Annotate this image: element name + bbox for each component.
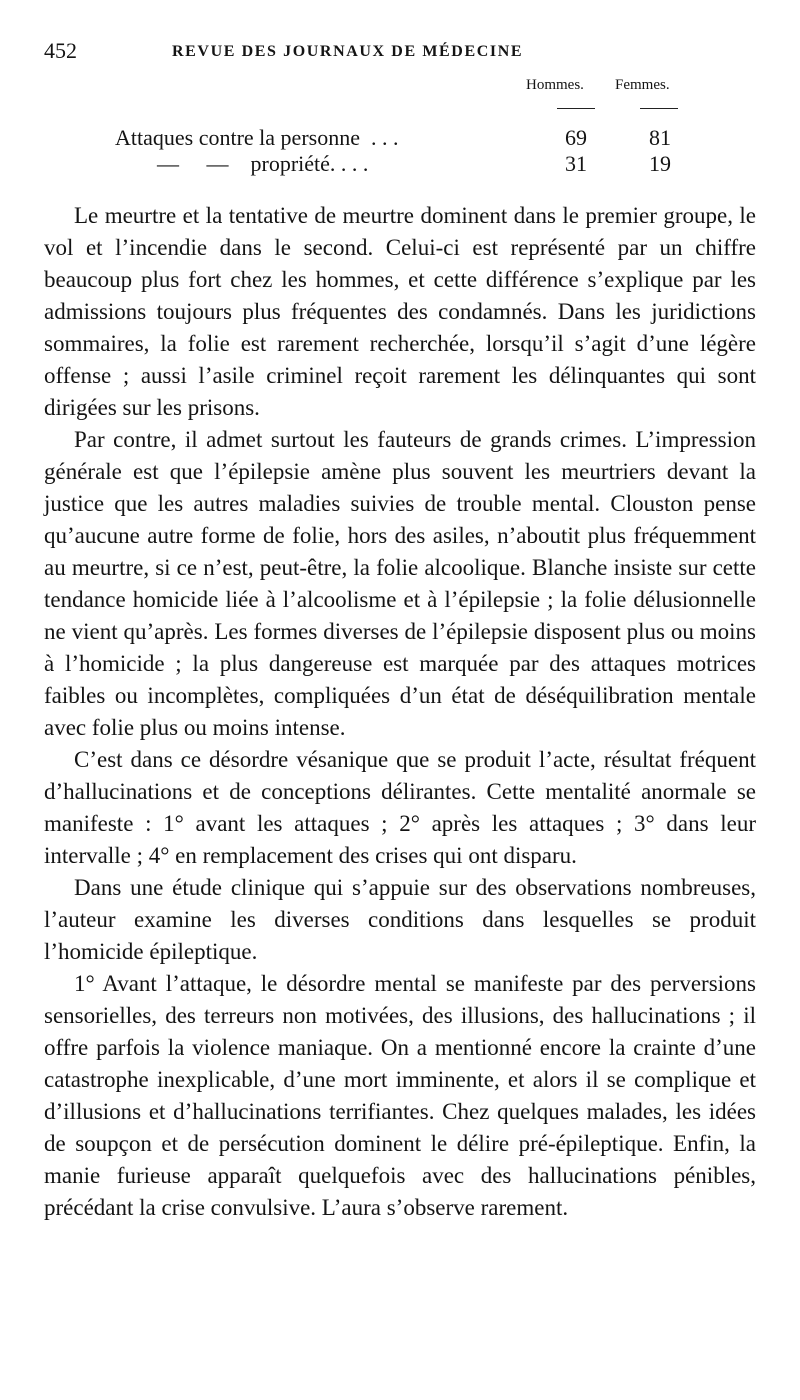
paragraph: Le meurtre et la tentative de meurtre dominent dans le premier groupe, le vol et l’incendie dans le second. Celui-ci est représenté par un chiffre beaucoup plus fort chez les hommes, et cette différence s’explique par les admissions toujours plus fréquentes des condamnés. Dans les juridictions sommaires, la folie est rarement recherchée, lorsqu’il s’agit d’une légère offense ; aussi l’asile criminel reçoit rarement les délinquantes qui sont dirigées sur les prisons. (44, 203, 756, 420)
column-header-women: Femmes. (615, 77, 670, 93)
paragraph: C’est dans ce désordre vésanique que se produit l’acte, résultat fréquent d’hallucinations et de conceptions délirantes. Cette mentalité anormale se manifeste : 1° avant les attaques ; 2° après les attaques ; 3° dans leur intervalle ; 4° en remplacement des crises qui ont disparu. (44, 747, 756, 868)
journal-title: REVUE DES JOURNAUX DE MÉDECINE (172, 43, 524, 60)
body-text (44, 200, 756, 1224)
column-rule-women (640, 108, 678, 109)
running-head (44, 38, 756, 68)
table-row (44, 150, 756, 178)
row-label: — — propriété. . . . (157, 151, 369, 176)
column-rule-men (557, 108, 595, 109)
paragraph: Par contre, il admet surtout les fauteurs de grands crimes. L’impression générale est que l’épilepsie amène plus souvent les meurtriers devant la justice que les autres maladies suivies de trouble mental. Clouston pense qu’aucune autre forme de folie, hors des asiles, n’aboutit plus fréquemment au meurtre, si ce n’est, peut-être, la folie alcoolique. Blanche insiste sur cette tendance homicide liée à l’alcoolisme et à l’épilepsie ; la folie délusionnelle ne vient qu’après. Les formes diverses de l’épilepsie disposent plus ou moins à l’homicide ; la plus dangereuse est marquée par des attaques motrices faibles ou incomplètes, compliquées d’un état de déséquilibration mentale avec folie plus ou moins intense. (44, 427, 756, 740)
value-women: 81 (649, 125, 671, 150)
paragraph: Dans une étude clinique qui s’appuie sur des observations nombreuses, l’auteur examine les diverses conditions dans lesquelles se produit l’homicide épileptique. (44, 875, 756, 964)
column-header-men: Hommes. (526, 77, 584, 93)
table-row (44, 124, 756, 152)
value-women: 19 (649, 151, 671, 176)
value-men: 31 (565, 151, 587, 176)
page-number: 452 (44, 38, 77, 63)
value-men: 69 (565, 125, 587, 150)
row-label: Attaques contre la personne . . . (115, 125, 399, 150)
paragraph: 1° Avant l’attaque, le désordre mental se manifeste par des perversions sensorielles, des terreurs non motivées, des illusions, des hallucinations ; il offre parfois la violence maniaque. On a mentionné encore la crainte d’une catastrophe inexplicable, d’une mort imminente, et alors il se complique et d’illusions et d’hallucinations terrifiantes. Chez quelques malades, les idées de soupçon et de persécution dominent le délire pré-épileptique. Enfin, la manie furieuse apparaît quelquefois avec des hallucinations pénibles, précédant la crise convulsive. L’aura s’observe rarement. (44, 971, 756, 1220)
